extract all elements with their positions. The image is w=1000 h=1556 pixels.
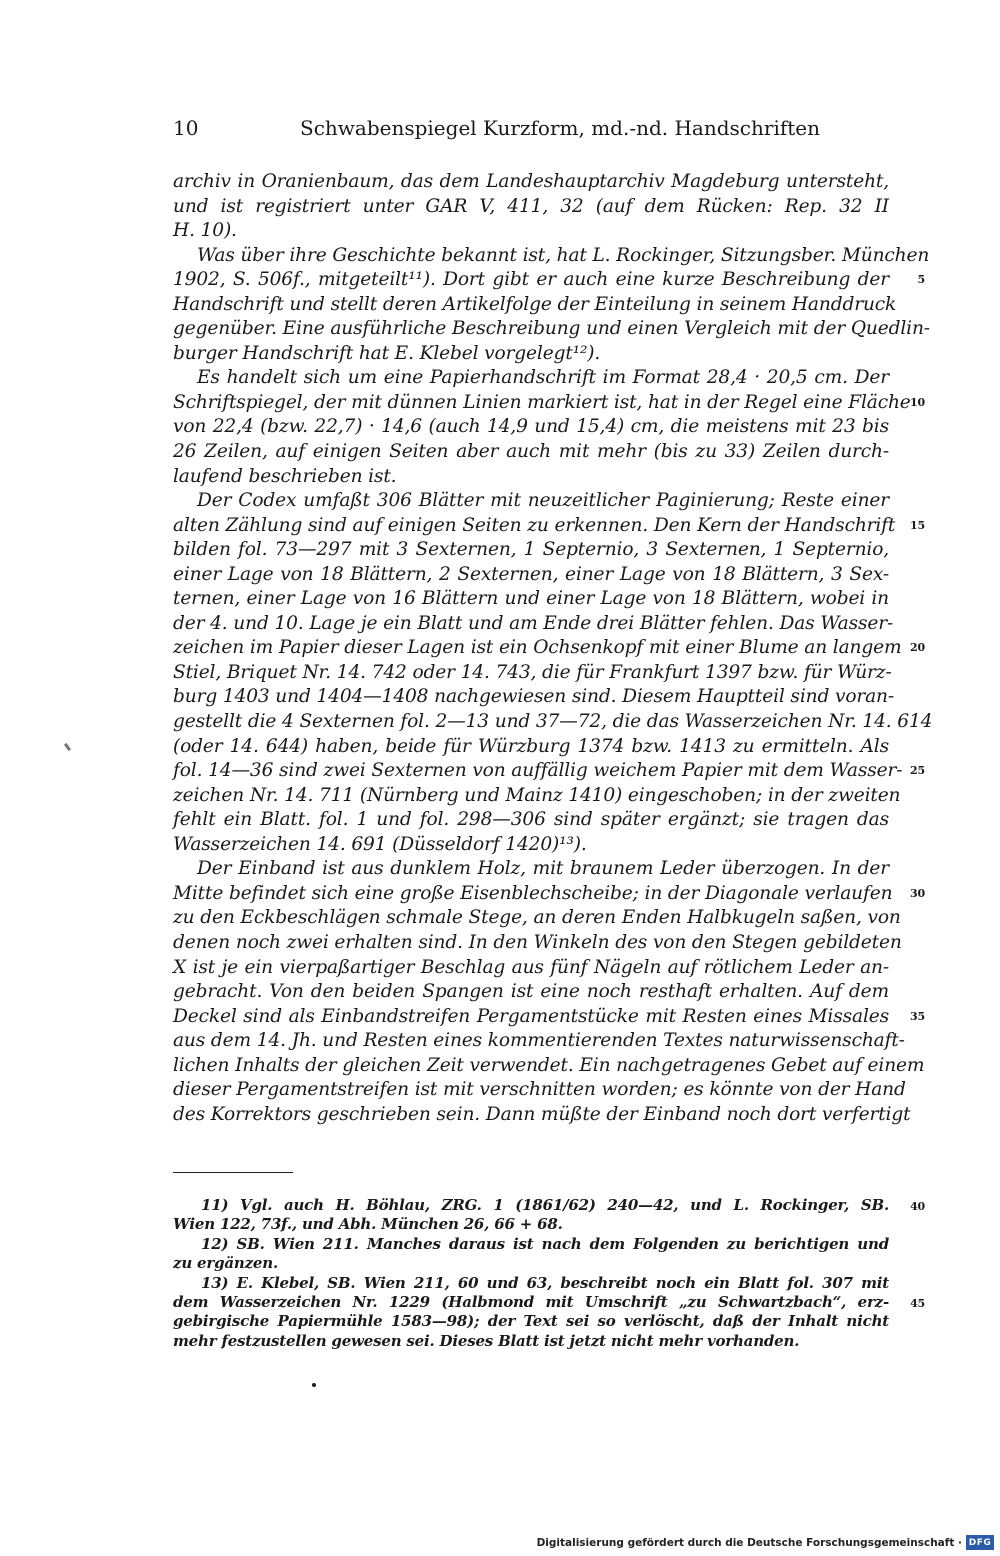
text-line	[173, 1103, 911, 1128]
text-line-text: Handschrift und stellt deren Artikelfolge der Einteilung in seinem Handdruck	[173, 293, 897, 315]
text-line	[173, 268, 925, 293]
text-line	[173, 685, 894, 710]
margin-line-number: 35	[909, 1009, 925, 1023]
text-line	[173, 219, 889, 244]
credit-text: Digitalisierung gefördert durch die Deutsche Forschungsgemeinschaft ·	[536, 1536, 962, 1549]
text-line-text: alten Zählung sind auf einigen Seiten zu erkennen. Den Kern der Handschrift	[173, 514, 896, 536]
text-line-text: burger Handschrift hat E. Klebel vorgelegt¹²).	[173, 342, 601, 364]
digitization-credit	[537, 1535, 994, 1550]
footnote-line-text: gebirgische Papiermühle 1583—98); der Text sei so verlöscht, daß der Inhalt nicht	[173, 1312, 889, 1331]
text-line-text: dieser Pergamentstreifen ist mit verschnitten worden; es könnte von der Hand	[173, 1079, 906, 1101]
footnotes	[173, 1196, 925, 1351]
text-line	[173, 980, 889, 1005]
main-text	[173, 170, 933, 1127]
footnote-line	[173, 1254, 889, 1273]
text-line-text: 1902, S. 506f., mitgeteilt¹¹). Dort gibt er auch eine kurze Beschreibung der	[173, 269, 889, 291]
text-line-text: gestellt die 4 Sexternen fol. 2—13 und 37—72, die das Wasserzeichen Nr. 14. 614	[173, 711, 933, 733]
text-line	[173, 956, 889, 981]
text-line	[173, 1054, 925, 1079]
text-line	[173, 636, 925, 661]
text-line-text: Wasserzeichen 14. 691 (Düsseldorf 1420)¹³).	[173, 833, 587, 855]
margin-line-number: 5	[917, 273, 925, 287]
text-line-text: fol. 14—36 sind zwei Sexternen von auffällig weichem Papier mit dem Wasser-	[173, 760, 903, 782]
text-line	[173, 710, 933, 735]
text-line	[173, 317, 930, 342]
footnote-line-text: 12) SB. Wien 211. Manches daraus ist nach dem Folgenden zu berichtigen und	[201, 1234, 889, 1253]
margin-line-number: 20	[909, 641, 925, 655]
footnote-line	[173, 1312, 889, 1331]
text-line	[173, 906, 901, 931]
footnote-divider	[173, 1172, 293, 1173]
footnote-line-text: 13) E. Klebel, SB. Wien 211, 60 und 63, beschreibt noch ein Blatt fol. 307 mit	[201, 1273, 889, 1292]
text-line-text: laufend beschrieben ist.	[173, 465, 397, 487]
text-line	[173, 514, 925, 539]
running-head: Schwabenspiegel Kurzform, md.-nd. Handschriften	[300, 116, 820, 140]
text-line	[173, 538, 889, 563]
footnote-line-text: dem Wasserzeichen Nr. 1229 (Halbmond mit Umschrift „zu Schwartzbach“, erz-	[173, 1292, 889, 1311]
margin-line-number: 15	[909, 518, 925, 532]
text-line	[173, 563, 889, 588]
text-line	[173, 833, 889, 858]
text-line	[173, 195, 889, 220]
text-line-text: des Korrektors geschrieben sein. Dann müßte der Einband noch dort verfertigt	[173, 1103, 911, 1125]
footnote-line-text: 11) Vgl. auch H. Böhlau, ZRG. 1 (1861/62) 240—42, und L. Rockinger, SB.	[201, 1196, 889, 1214]
text-line	[173, 244, 930, 269]
text-line	[173, 759, 925, 784]
text-line-text: fehlt ein Blatt. fol. 1 und fol. 298—306 sind später ergänzt; sie tragen das	[173, 809, 889, 831]
text-line	[173, 882, 925, 907]
footnote-line	[173, 1332, 889, 1351]
text-line-text: Schriftspiegel, der mit dünnen Linien markiert ist, hat in der Regel eine Fläche	[173, 391, 911, 413]
text-line	[173, 735, 889, 760]
text-line	[173, 931, 902, 956]
text-line-text: (oder 14. 644) haben, beide für Würzburg 1374 bzw. 1413 zu ermitteln. Als	[173, 735, 889, 757]
text-line	[173, 1078, 906, 1103]
text-line-text: bilden fol. 73—297 mit 3 Sexternen, 1 Septernio, 3 Sexternen, 1 Septernio,	[173, 539, 889, 561]
text-line-text: Stiel, Briquet Nr. 14. 742 oder 14. 743, die für Frankfurt 1397 bzw. für Würz-	[173, 661, 892, 683]
text-line-text: Der Einband ist aus dunklem Holz, mit braunem Leder überzogen. In der	[197, 858, 889, 880]
text-line-text: archiv in Oranienbaum, das dem Landeshauptarchiv Magdeburg untersteht,	[173, 171, 889, 192]
text-line	[173, 415, 889, 440]
text-line	[173, 465, 889, 490]
text-line-text: gebracht. Von den beiden Spangen ist eine noch resthaft erhalten. Auf dem	[173, 981, 889, 1003]
text-line	[173, 293, 897, 318]
text-line-text: Deckel sind als Einbandstreifen Pergamentstücke mit Resten eines Missales	[173, 1005, 889, 1027]
text-line	[173, 612, 894, 637]
text-line-text: von 22,4 (bzw. 22,7) · 14,6 (auch 14,9 und 15,4) cm, die meistens mit 23 bis	[173, 416, 889, 438]
text-line-text: X ist je ein vierpaßartiger Beschlag aus fünf Nägeln auf rötlichem Leder an-	[173, 956, 889, 978]
text-line	[173, 784, 901, 809]
text-line	[173, 661, 892, 686]
footnote-line	[173, 1274, 889, 1293]
text-line	[173, 440, 889, 465]
text-line	[173, 366, 889, 391]
text-line-text: Was über ihre Geschichte bekannt ist, hat L. Rockinger, Sitzungsber. München	[197, 244, 930, 266]
text-line-text: H. 10).	[173, 220, 237, 242]
dfg-logo-icon: DFG	[966, 1535, 994, 1550]
margin-line-number: 25	[909, 764, 925, 778]
scan-mark	[64, 743, 71, 751]
footnote-line-text: mehr festzustellen gewesen sei. Dieses Blatt ist jetzt nicht mehr vorhanden.	[173, 1331, 800, 1350]
page-number: 10	[173, 116, 199, 140]
text-line-text: lichen Inhalts der gleichen Zeit verwendet. Ein nachgetragenes Gebet auf einem	[173, 1054, 925, 1076]
margin-line-number: 40	[910, 1200, 925, 1213]
text-line	[173, 808, 889, 833]
text-line	[173, 489, 889, 514]
margin-line-number: 30	[909, 886, 925, 900]
text-line	[173, 1005, 925, 1030]
text-line	[173, 170, 889, 195]
text-line	[173, 857, 889, 882]
text-line-text: zu den Eckbeschlägen schmale Stege, an deren Enden Halbkugeln saßen, von	[173, 907, 901, 929]
text-line-text: gegenüber. Eine ausführliche Beschreibung und einen Vergleich mit der Quedlin-	[173, 318, 930, 340]
text-line-text: Es handelt sich um eine Papierhandschrift im Format 28,4 · 20,5 cm. Der	[197, 367, 889, 389]
text-line-text: aus dem 14. Jh. und Resten eines kommentierenden Textes naturwissenschaft-	[173, 1030, 905, 1052]
text-line-text: Der Codex umfaßt 306 Blätter mit neuzeitlicher Paginierung; Reste einer	[197, 490, 889, 512]
text-line-text: 26 Zeilen, auf einigen Seiten aber auch mit mehr (bis zu 33) Zeilen durch-	[173, 441, 889, 463]
footnote-line	[173, 1292, 925, 1312]
text-line-text: einer Lage von 18 Blättern, 2 Sexternen, einer Lage von 18 Blättern, 3 Sex-	[173, 563, 889, 585]
footnote-line	[173, 1215, 889, 1234]
text-line	[173, 391, 925, 416]
text-line-text: denen noch zwei erhalten sind. In den Winkeln des von den Stegen gebildeten	[173, 931, 902, 953]
footnote-line-text: Wien 122, 73f., und Abh. München 26, 66 + 68.	[173, 1215, 563, 1234]
scan-speck	[312, 1383, 316, 1387]
text-line-text: zeichen im Papier dieser Lagen ist ein Ochsenkopf mit einer Blume an langem	[173, 637, 902, 659]
text-line	[173, 1029, 905, 1054]
text-line-text: zeichen Nr. 14. 711 (Nürnberg und Mainz 1410) eingeschoben; in der zweiten	[173, 784, 901, 806]
text-line	[173, 587, 889, 612]
footnote-line	[173, 1235, 889, 1254]
text-line-text: der 4. und 10. Lage je ein Blatt und am Ende drei Blätter fehlen. Das Wasser-	[173, 612, 894, 634]
footnote-line-text: zu ergänzen.	[173, 1254, 278, 1273]
text-line-text: ternen, einer Lage von 16 Blättern und einer Lage von 18 Blättern, wobei in	[173, 588, 889, 610]
footnote-line	[173, 1196, 925, 1215]
text-line-text: burg 1403 und 1404—1408 nachgewiesen sind. Diesem Hauptteil sind voran-	[173, 686, 894, 708]
margin-line-number: 10	[909, 395, 925, 409]
margin-line-number: 45	[910, 1296, 925, 1310]
text-line-text: Mitte befindet sich eine große Eisenblechscheibe; in der Diagonale verlaufen	[173, 882, 893, 904]
text-line-text: und ist registriert unter GAR V, 411, 32 (auf dem Rücken: Rep. 32 II	[173, 195, 889, 217]
text-line	[173, 342, 889, 367]
